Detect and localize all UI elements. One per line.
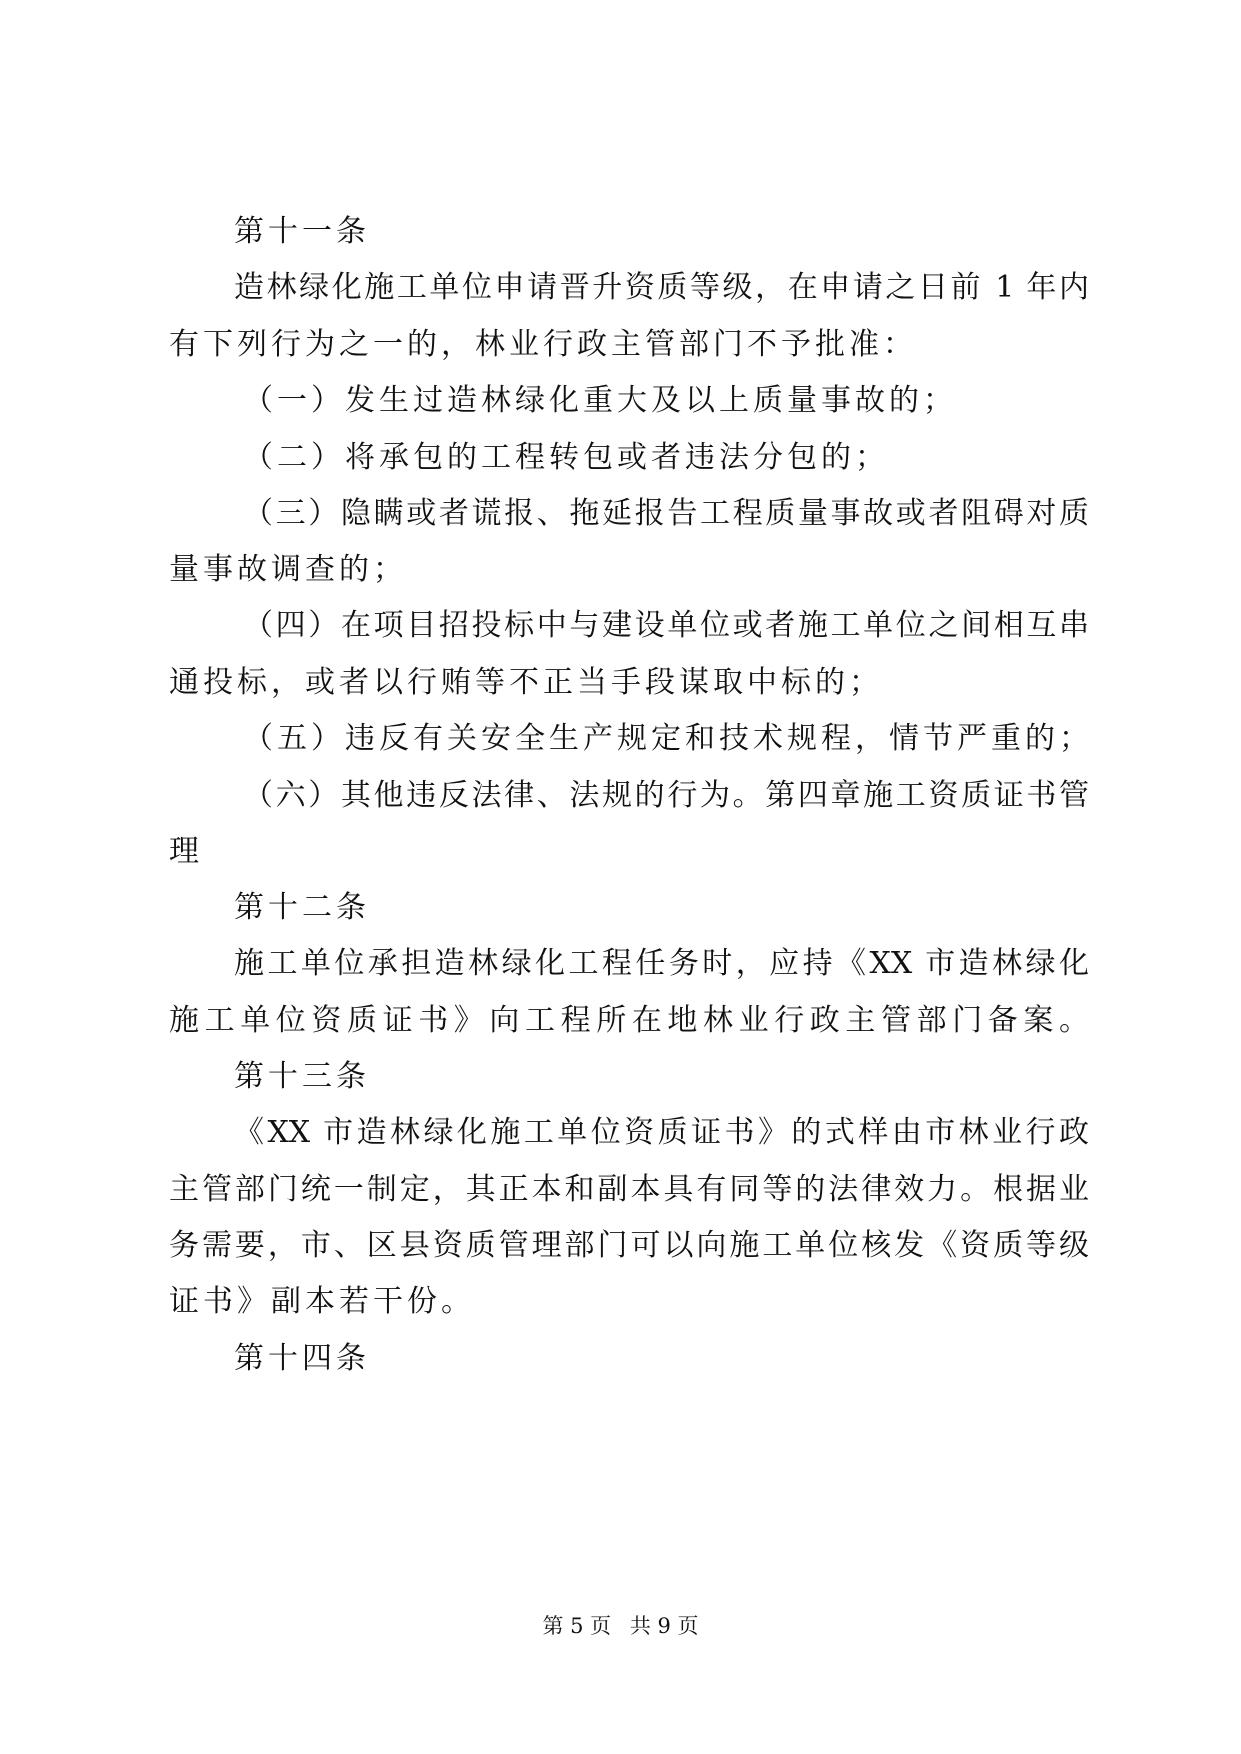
article-13-heading: 第十三条 xyxy=(234,1059,370,1094)
article-12-paragraph-line-2: 施工单位资质证书》向工程所在地林业行政主管部门备案。 xyxy=(169,1003,1089,1038)
article-11-paragraph-line-1: 造林绿化施工单位申请晋升资质等级，在申请之日前 1 年内 xyxy=(234,270,1089,305)
list-item-3-line-2: 量事故调查的； xyxy=(169,552,407,587)
article-11-paragraph-line-2: 有下列行为之一的，林业行政主管部门不予批准： xyxy=(169,327,917,362)
article-13-paragraph-line-1: 《XX 市造林绿化施工单位资质证书》的式样由市林业行政 xyxy=(234,1115,1089,1150)
page-number: 第 5 页 xyxy=(542,1614,612,1638)
article-13-paragraph-line-4: 证书》副本若干份。 xyxy=(169,1284,475,1319)
list-item-4-line-2: 通投标，或者以行贿等不正当手段谋取中标的； xyxy=(169,665,883,700)
article-13-paragraph-line-2: 主管部门统一制定，其正本和副本具有同等的法律效力。根据业 xyxy=(169,1172,1089,1207)
list-item-3-line-1: （三）隐瞒或者谎报、拖延报告工程质量事故或者阻碍对质 xyxy=(243,496,1089,531)
list-item-4-line-1: （四）在项目招投标中与建设单位或者施工单位之间相互串 xyxy=(243,608,1089,643)
article-11-heading: 第十一条 xyxy=(234,214,370,249)
article-13-paragraph-line-3: 务需要，市、区县资质管理部门可以向施工单位核发《资质等级 xyxy=(169,1228,1089,1263)
list-item-6-line-2: 理 xyxy=(169,834,203,869)
page-total: 共 9 页 xyxy=(629,1614,699,1638)
article-14-heading: 第十四条 xyxy=(234,1341,370,1376)
page-footer xyxy=(0,1612,1241,1640)
list-item-6-line-1: （六）其他违反法律、法规的行为。第四章施工资质证书管 xyxy=(243,778,1089,813)
list-item-1: （一）发生过造林绿化重大及以上质量事故的； xyxy=(243,383,957,418)
list-item-2: （二）将承包的工程转包或者违法分包的； xyxy=(243,440,889,475)
article-12-heading: 第十二条 xyxy=(234,890,370,925)
article-12-paragraph-line-1: 施工单位承担造林绿化工程任务时，应持《XX 市造林绿化 xyxy=(234,946,1089,981)
list-item-5: （五）违反有关安全生产规定和技术规程，情节严重的； xyxy=(243,721,1093,756)
